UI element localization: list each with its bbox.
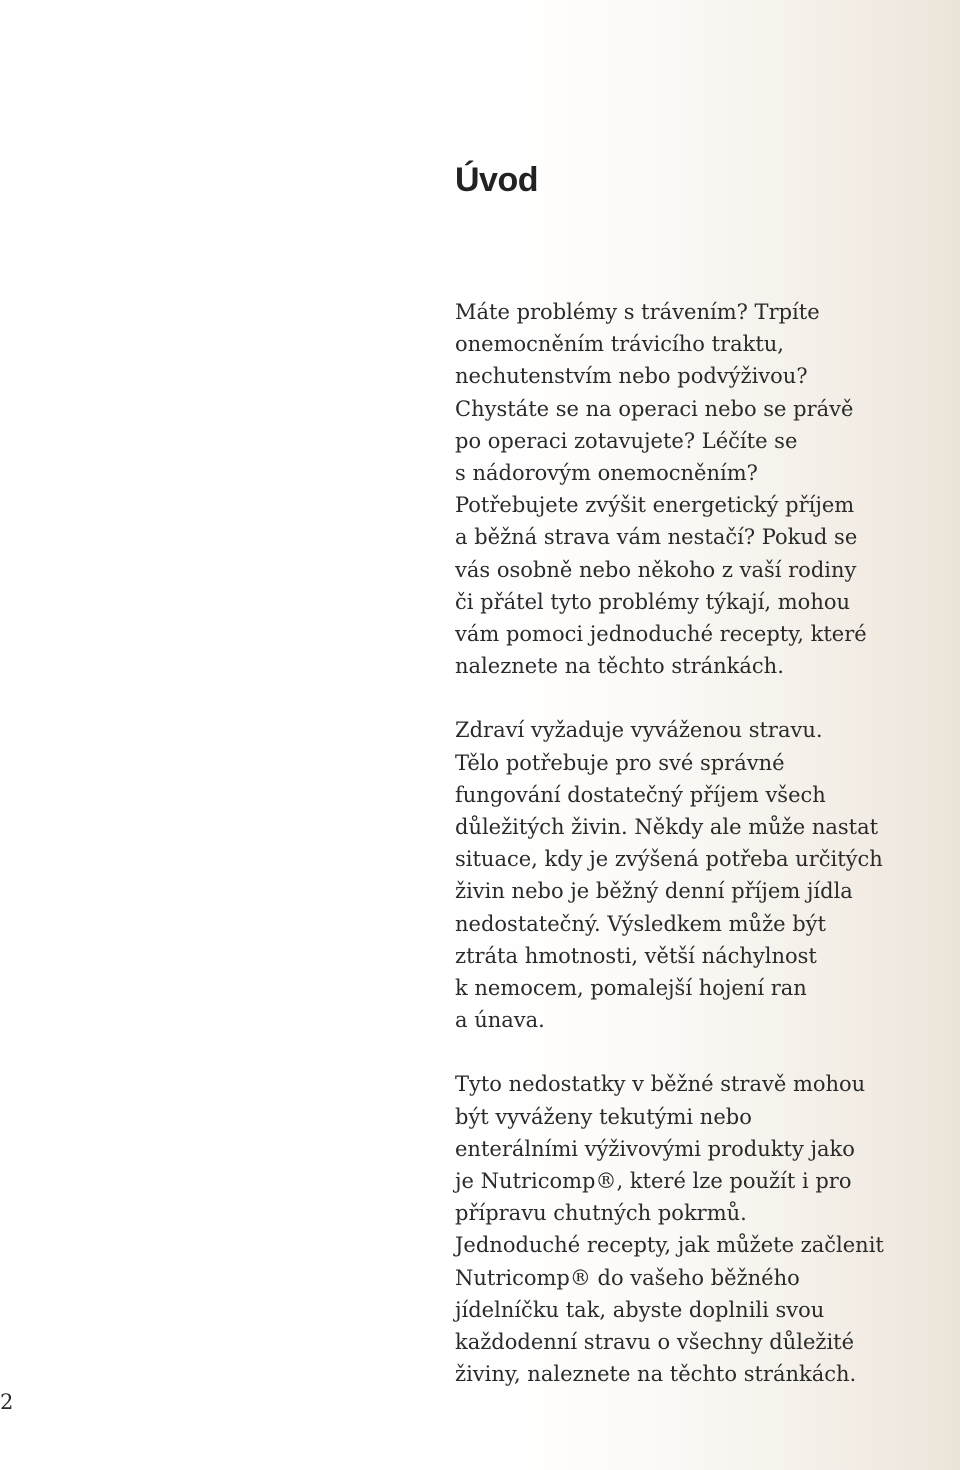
- paragraph-intro: [455, 296, 895, 682]
- paragraph-health: [455, 714, 895, 1036]
- text-line: živiny, naleznete na těchto stránkách.: [455, 1362, 857, 1387]
- text-line: či přátel tyto problémy týkají, mohou: [455, 589, 851, 614]
- text-line: a únava.: [455, 1008, 545, 1033]
- page-title: Úvod: [455, 161, 538, 199]
- text-line: fungování dostatečný příjem všech: [455, 782, 826, 807]
- text-line: Nutricomp® do vašeho běžného: [455, 1265, 800, 1290]
- text-line: Tělo potřebuje pro své správné: [455, 750, 785, 775]
- text-line: Jednoduché recepty, jak můžete začlenit: [455, 1233, 884, 1258]
- text-line: onemocněním trávicího traktu,: [455, 332, 784, 357]
- text-line: po operaci zotavujete? Léčíte se: [455, 428, 798, 453]
- paragraph-nutricomp: [455, 1068, 895, 1390]
- text-line: vám pomoci jednoduché recepty, které: [455, 622, 867, 647]
- text-line: vás osobně nebo někoho z vaší rodiny: [455, 557, 857, 582]
- page-number: 2: [0, 1390, 14, 1414]
- text-line: přípravu chutných pokrmů.: [455, 1201, 747, 1226]
- text-line: Chystáte se na operaci nebo se právě: [455, 396, 854, 421]
- text-line: s nádorovým onemocněním?: [455, 461, 758, 486]
- text-line: Potřebujete zvýšit energetický příjem: [455, 493, 855, 518]
- text-line: naleznete na těchto stránkách.: [455, 654, 784, 679]
- text-line: důležitých živin. Někdy ale může nastat: [455, 815, 879, 840]
- text-line: jídelníčku tak, abyste doplnili svou: [455, 1297, 825, 1322]
- text-line: Máte problémy s trávením? Trpíte: [455, 300, 820, 324]
- text-line: situace, kdy je zvýšená potřeba určitých: [455, 847, 883, 872]
- text-line: Zdraví vyžaduje vyváženou stravu.: [455, 718, 823, 743]
- text-line: živin nebo je běžný denní příjem jídla: [455, 879, 853, 904]
- text-line: být vyváženy tekutými nebo: [455, 1104, 752, 1129]
- text-line: Tyto nedostatky v běžné stravě mohou: [455, 1072, 866, 1097]
- text-line: každodenní stravu o všechny důležité: [455, 1330, 855, 1355]
- text-line: je Nutricomp®, které lze použít i pro: [455, 1169, 852, 1194]
- text-line: enterálními výživovými produkty jako: [455, 1136, 855, 1161]
- text-line: k nemocem, pomalejší hojení ran: [455, 976, 807, 1001]
- text-line: nechutenstvím nebo podvýživou?: [455, 364, 808, 389]
- text-line: nedostatečný. Výsledkem může být: [455, 911, 826, 936]
- text-line: a běžná strava vám nestačí? Pokud se: [455, 525, 858, 550]
- text-line: ztráta hmotnosti, větší náchylnost: [455, 943, 817, 968]
- body-text: [455, 296, 895, 1423]
